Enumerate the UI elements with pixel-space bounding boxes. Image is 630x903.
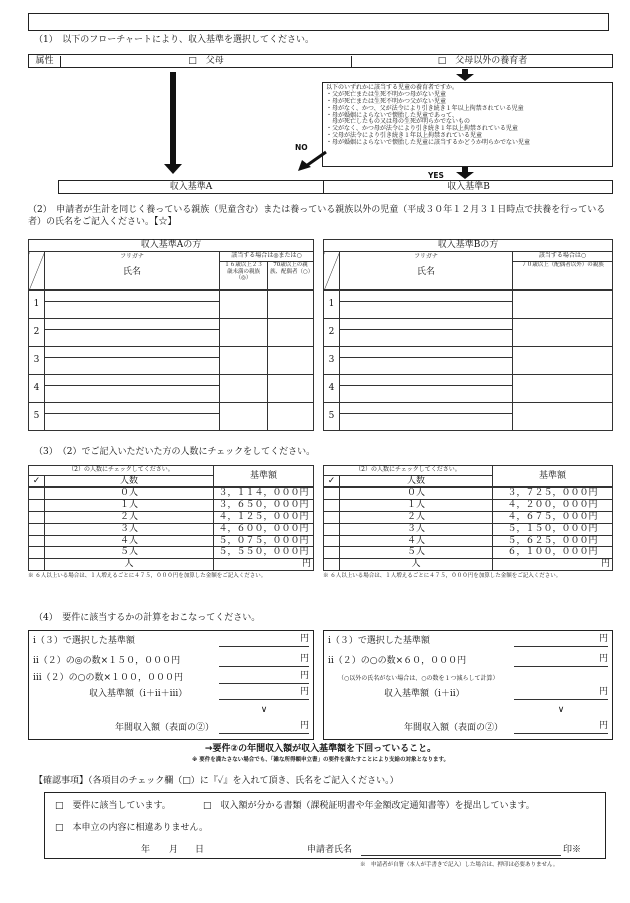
confirm-document-checkbox[interactable]: □ 収入額が分かる書類（課税証明書や年金額改定通知書等）を提出しています。 [203, 801, 535, 811]
confirm-title: 【確認事項】（各項目のチェック欄（□）に『✓』を入れて頂き、氏名をご記入ください。） [34, 776, 399, 786]
name-input[interactable] [45, 302, 220, 319]
yes-label: YES [428, 171, 444, 180]
flow-arrowhead-other [456, 74, 474, 81]
amount-table-a [28, 465, 314, 579]
check-box[interactable] [29, 511, 45, 523]
count-head: 人数 [45, 476, 214, 487]
check-box[interactable] [29, 488, 45, 500]
condition-item: ・母が死亡または生死不明かつ父がない児童 [326, 97, 447, 105]
amount-cell: ３，６５０，０００円 [214, 500, 314, 512]
check-head: （2）の人数にチェックしてください。 [324, 466, 493, 476]
section1-heading: （1） 以下のフローチャートにより、収入基準を選択してください。 [34, 35, 314, 45]
calc-box-b [323, 630, 613, 740]
section2-heading: （2） 申請者が生計を同じく養っている親族（児童含む）または養っている親族以外の児童（平成３０年１２月３１日時点で扶養を行っている者）の氏名をご記入ください。【☆】 [28, 205, 606, 227]
check-cell[interactable] [268, 403, 314, 431]
confirm-box [44, 792, 606, 859]
calc-a-line3-field[interactable]: 円 [219, 671, 309, 684]
vee-symbol: ∨ [557, 705, 565, 715]
attr-row [28, 54, 613, 68]
attr-label: 属性 [29, 56, 61, 68]
calc-b-line2: ⅱ（２）の○の数×６０，０００円 [328, 656, 467, 666]
section3-heading: （3） （2）でご記入いただいた方の人数にチェックをしてください。 [34, 447, 316, 457]
furigana-input[interactable] [45, 403, 220, 414]
month-label: 月 [169, 845, 179, 855]
name-input[interactable] [45, 414, 220, 431]
row-number: 4 [324, 375, 340, 403]
calc-box-a [28, 630, 314, 740]
row-number: 2 [324, 319, 340, 347]
count-cell: ０人 [45, 488, 214, 500]
check-cell[interactable] [513, 403, 613, 431]
calc-a-total-label: 収入基準額（ⅰ＋ⅱ＋ⅲ） [89, 689, 188, 699]
a-check-head: 該当する場合は◎または○ [220, 252, 314, 262]
requirement-note: ※ 要件を満たさない場合でも、「雑な所得額申立書」の要件を満たすことにより支給の対象となります。 [191, 757, 450, 763]
count-cell: ４人 [45, 535, 214, 547]
amount-cell: ５，５５０，０００円 [214, 547, 314, 559]
name-input[interactable] [340, 302, 513, 319]
a-check-16-23: １６歳以上２３歳未満の親族（◎） [220, 262, 268, 290]
check-box[interactable] [29, 547, 45, 559]
condition-item: ・母が婚姻によらないで懐胎した児童に該当するかどうか明らかでない児童 [326, 139, 531, 147]
confirm-requirement-checkbox[interactable]: □ 要件に該当しています。 [55, 801, 171, 811]
a-check-70: 70歳以上の親族、配偶者（○） [268, 262, 314, 290]
check-cell[interactable] [220, 291, 268, 319]
amount-cell: ３，１１４，０００円 [214, 488, 314, 500]
table-b-corner [324, 252, 340, 290]
table-a-rows [28, 290, 314, 431]
row-number: 1 [324, 291, 340, 319]
amount-cell: ４，２００，０００円 [493, 500, 613, 512]
check-head: （2）の人数にチェックしてください。 [29, 466, 214, 476]
check-box[interactable] [324, 535, 340, 547]
row-number: 1 [29, 291, 45, 319]
amount-cell: ５，０７５，０００円 [214, 535, 314, 547]
section4-heading: （4） 要件に該当するかの計算をおこなってください。 [34, 613, 261, 623]
conditions-box [322, 82, 613, 167]
furigana-input[interactable] [45, 347, 220, 358]
amount-cell: ５，６２５，０００円 [493, 535, 613, 547]
row-number: 3 [29, 347, 45, 375]
furigana-input[interactable] [340, 291, 513, 302]
count-cell: ３人 [45, 523, 214, 535]
amount-head: 基準額 [214, 466, 314, 487]
check-cell[interactable] [268, 319, 314, 347]
furigana-input[interactable] [340, 403, 513, 414]
table-b-rows [323, 290, 613, 431]
check-cell[interactable] [220, 319, 268, 347]
check-box[interactable] [324, 559, 340, 571]
name-label: 氏名 [416, 266, 435, 277]
row-number: 3 [324, 347, 340, 375]
furigana-input[interactable] [45, 291, 220, 302]
amount-cell: 円 [493, 559, 613, 571]
furigana-input[interactable] [340, 347, 513, 358]
calc-b-line2-field[interactable]: 円 [514, 654, 608, 667]
row-number: 4 [29, 375, 45, 403]
amount-a-rows [28, 487, 314, 571]
name-input[interactable] [340, 330, 513, 347]
standards-row [58, 180, 613, 194]
requirement-text: →要件②の年間収入額が収入基準額を下回っていること。 [204, 744, 437, 754]
table-a-corner [29, 252, 45, 290]
count-cell: ０人 [340, 488, 493, 500]
year-label: 年 [141, 845, 151, 855]
count-cell: ２人 [340, 511, 493, 523]
calc-b-line1: ⅰ（３）で選択した基準額 [328, 636, 430, 646]
amount-table-b [323, 465, 613, 579]
other-caregiver-checkbox[interactable]: □ 父母以外の養育者 [351, 56, 613, 68]
calc-a-total-field[interactable]: 円 [219, 687, 309, 700]
table-a-note: ※ ６人以上いる場合は、１人増えるごとに４７５，０００円を加算した金額をご記入ください。 [28, 572, 267, 579]
check-cell[interactable] [513, 347, 613, 375]
standard-b: 収入基準B [323, 181, 613, 194]
check-box[interactable] [29, 559, 45, 571]
check-box[interactable] [324, 511, 340, 523]
amount-cell: ４，６７５，０００円 [493, 511, 613, 523]
seal-footnote: ※ 申請者が自署（本人が手書きで記入）した場合は、押印は必要ありません。 [360, 862, 559, 868]
check-cell[interactable] [513, 319, 613, 347]
day-label: 日 [195, 845, 205, 855]
check-cell[interactable] [513, 375, 613, 403]
no-arrow [296, 150, 328, 172]
amount-cell: ６，１００，０００円 [493, 547, 613, 559]
calc-b-total-label: 収入基準額（ⅰ＋ⅱ） [384, 689, 465, 699]
condition-item: ・母が婚姻によらないで懐胎した児童であって、 [326, 111, 458, 119]
check-mark-head: ✓ [29, 476, 45, 487]
check-cell[interactable] [220, 375, 268, 403]
table-a-title: 収入基準Aの方 [29, 240, 314, 252]
count-cell: １人 [45, 500, 214, 512]
names-table-b [323, 239, 613, 431]
furigana-input[interactable] [340, 319, 513, 330]
furigana-input[interactable] [45, 319, 220, 330]
condition-item: ・父母が法令により引き続き１年以上拘禁されている児童 [326, 132, 483, 140]
annual-income-field-b[interactable]: 円 [514, 721, 608, 734]
name-input[interactable] [45, 386, 220, 403]
furigana-label: フリガナ [120, 253, 144, 260]
flow-arrowhead-parents [164, 164, 182, 174]
row-number: 5 [29, 403, 45, 431]
furigana-input[interactable] [45, 375, 220, 386]
check-cell[interactable] [268, 375, 314, 403]
seal-mark: 印※ [563, 845, 582, 855]
amount-head: 基準額 [493, 466, 613, 487]
amount-cell: 円 [214, 559, 314, 571]
top-header-box [28, 13, 609, 31]
check-cell[interactable] [220, 347, 268, 375]
check-cell[interactable] [513, 291, 613, 319]
check-box[interactable] [29, 535, 45, 547]
amount-cell: ３，７２５，０００円 [493, 488, 613, 500]
condition-item: ・父がなく、かつ母が法令により引き続き１年以上拘禁されている児童 [326, 125, 518, 133]
table-b-title: 収入基準Bの方 [324, 240, 613, 252]
check-box[interactable] [324, 488, 340, 500]
name-input[interactable] [45, 330, 220, 347]
condition-item: ・母がなく、かつ、父が法令により引き続き１年以上拘禁されている児童 [326, 104, 524, 112]
name-label: 氏名 [122, 266, 141, 277]
check-cell[interactable] [268, 291, 314, 319]
check-box[interactable] [324, 547, 340, 559]
furigana-input[interactable] [340, 375, 513, 386]
condition-item: ・父が死亡または生死不明かつ母がない児童 [326, 90, 447, 98]
row-number: 5 [324, 403, 340, 431]
calc-a-line2-field[interactable]: 円 [219, 654, 309, 667]
count-cell: ５人 [45, 547, 214, 559]
names-table-a [28, 239, 314, 431]
check-box[interactable] [29, 500, 45, 512]
calc-a-line1: ⅰ（３）で選択した基準額 [33, 636, 135, 646]
amount-cell: ４，６００，０００円 [214, 523, 314, 535]
name-input[interactable] [340, 386, 513, 403]
vee-symbol: ∨ [260, 705, 268, 715]
confirm-truth-checkbox[interactable]: □ 本申立の内容に相違ありません。 [55, 823, 209, 833]
calc-a-line1-field[interactable]: 円 [219, 634, 309, 647]
standard-a: 収入基準A [169, 182, 213, 192]
check-box[interactable] [324, 523, 340, 535]
annual-income-label: 年間収入額（表面の②） [115, 723, 215, 733]
check-cell[interactable] [220, 403, 268, 431]
applicant-label: 申請者氏名 [307, 845, 353, 855]
row-number: 2 [29, 319, 45, 347]
count-cell: １人 [340, 500, 493, 512]
check-box[interactable] [29, 523, 45, 535]
count-cell: 人 [45, 559, 214, 571]
parents-checkbox[interactable]: □ 父母 [188, 56, 224, 66]
count-cell: ５人 [340, 547, 493, 559]
count-cell: ４人 [340, 535, 493, 547]
check-box[interactable] [324, 500, 340, 512]
calc-b-note: （○以外の氏名がない場合は、○の数を１つ減らして計算） [338, 675, 499, 682]
count-cell: ３人 [340, 523, 493, 535]
annual-income-label: 年間収入額（表面の②） [404, 723, 504, 733]
yes-arrowhead [456, 172, 474, 179]
check-mark-head: ✓ [324, 476, 340, 487]
condition-item: 母が死亡したもの又は母の生死が明らかでないもの [326, 118, 471, 126]
amount-cell: ５，１５０，０００円 [493, 523, 613, 535]
check-cell[interactable] [268, 347, 314, 375]
b-check-head: 該当する場合は○ [513, 252, 613, 262]
amount-cell: ４，１２５，０００円 [214, 511, 314, 523]
flow-arrow-parents [170, 72, 176, 166]
conditions-title: 以下のいずれかに該当する児童の養育者ですか。 [326, 84, 459, 91]
furigana-label: フリガナ [414, 253, 438, 260]
applicant-name-field[interactable] [361, 844, 561, 856]
calc-a-line2: ⅱ（２）の◎の数×１５０，０００円 [33, 656, 181, 666]
count-cell: 人 [340, 559, 493, 571]
name-input[interactable] [45, 358, 220, 375]
b-check-70: ７０歳以上（配偶者以外）の親族 [513, 262, 613, 290]
no-label: NO [295, 143, 308, 152]
amount-b-rows [323, 487, 613, 571]
count-head: 人数 [340, 476, 493, 487]
annual-income-field-a[interactable]: 円 [219, 721, 309, 734]
table-b-note: ※ ６人以上いる場合は、１人増えるごとに４７５，０００円を加算した金額をご記入ください。 [323, 572, 562, 579]
name-input[interactable] [340, 414, 513, 431]
calc-b-line1-field[interactable]: 円 [514, 634, 608, 647]
calc-a-line3: ⅲ（２）の○の数×１００，０００円 [33, 673, 184, 683]
calc-b-total-field[interactable]: 円 [514, 687, 608, 700]
count-cell: ２人 [45, 511, 214, 523]
name-input[interactable] [340, 358, 513, 375]
